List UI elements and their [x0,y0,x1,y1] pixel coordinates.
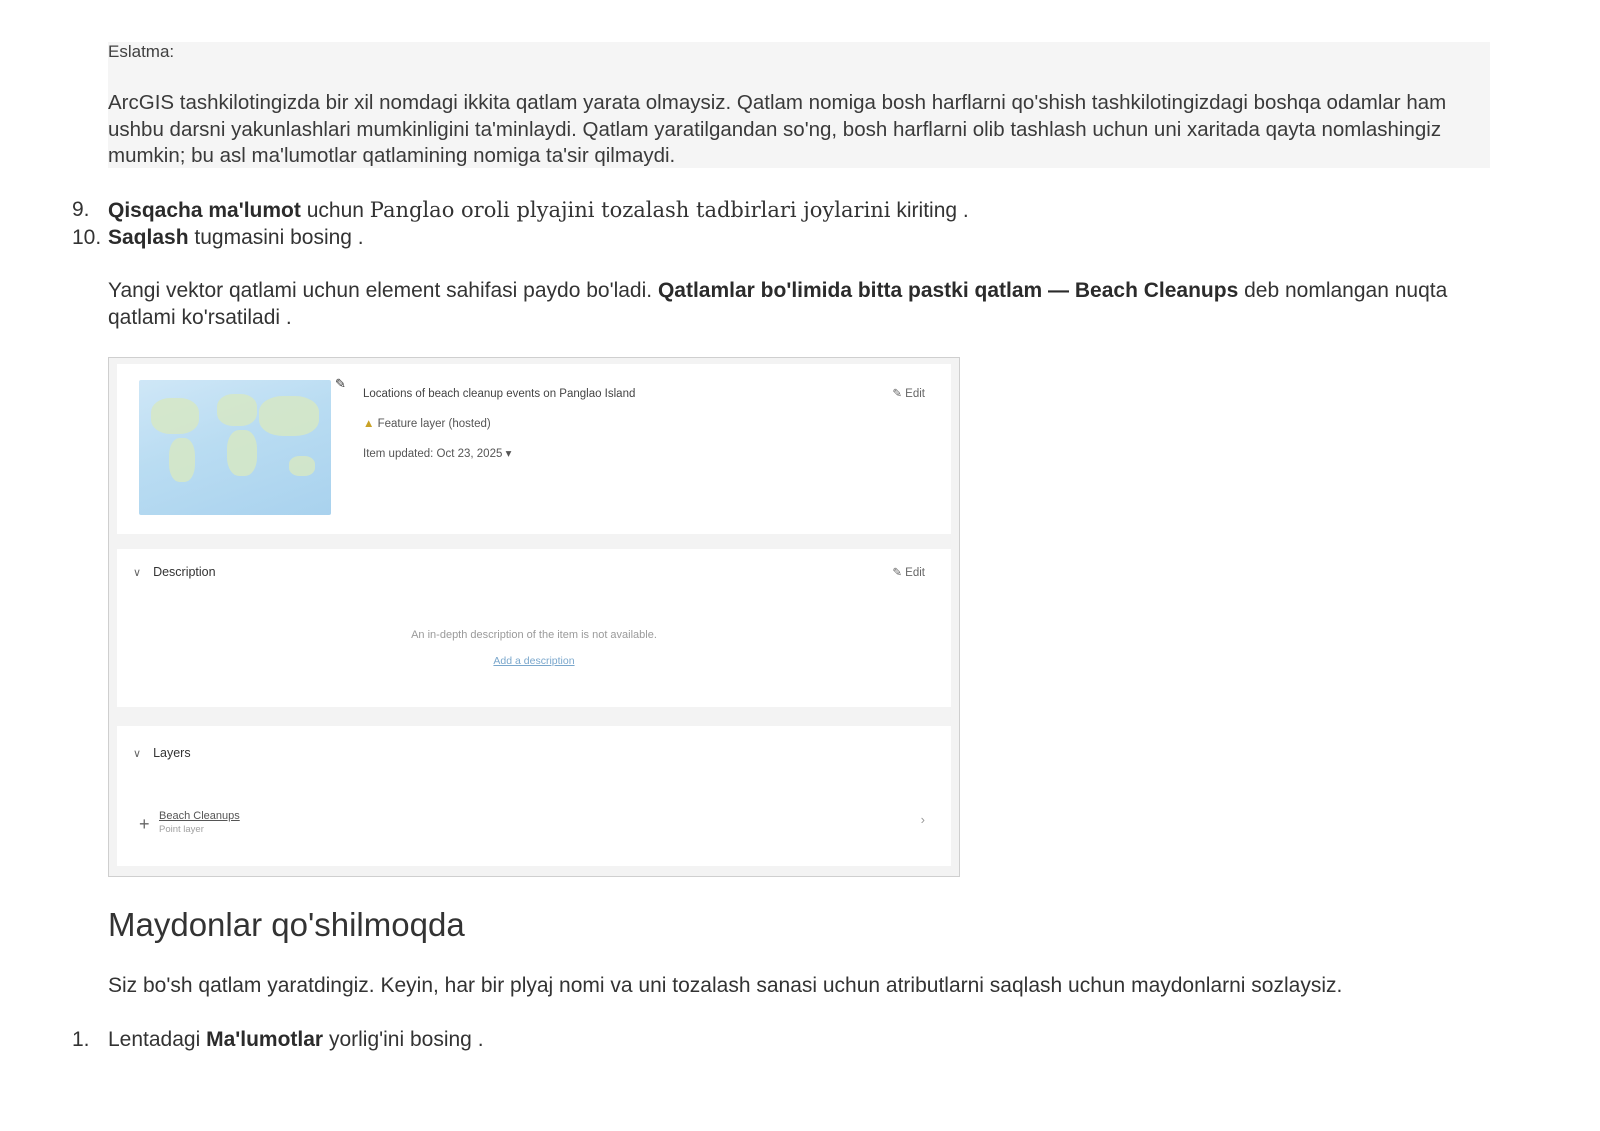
step-number: 9. [72,198,90,221]
note-body: ArcGIS tashkilotingizda bir xil nomdagi ikkita qatlam yarata olmaysiz. Qatlam nomiga bosh harflarni qo'shish tashkilotingizdagi boshqa odamlar ham ushbu darsni yakunlashlari mumkinligini ta'minlaydi. Qatlam yaratilgandan so'ng, bosh harflarni olib tashlash uchun uni xaritada qayta nomlashingiz mumkin; bu asl ma'lumotlar qatlamining nomiga ta'sir qilmaydi. [108,91,1447,167]
result-paragraph: Yangi vektor qatlami uchun element sahifasi paydo bo'ladi. Qatlamlar bo'limida bitta pastki qatlam — Beach Cleanups deb nomlangan nuqta qatlami ko'rsatiladi . [108,279,1448,329]
add-description-link[interactable]: Add a description [493,655,575,667]
caret-down-icon: ▾ [505,448,512,460]
layers-header[interactable]: ∨ Layers [133,746,191,760]
item-page-screenshot [108,357,960,877]
description-empty-text: An in-depth description of the item is not available. [411,629,657,641]
edit-thumbnail-icon[interactable]: ✎ [335,376,346,391]
item-updated[interactable]: Item updated: Oct 23, 2025 ▾ [363,448,512,460]
chevron-down-icon: ∨ [133,748,142,760]
layer-type: Point layer [159,824,204,835]
chevron-down-icon: ∨ [133,567,142,579]
step-number: 1. [72,1028,90,1051]
edit-description-button[interactable]: ✎ Edit [892,567,925,579]
step-bold: Saqlash [108,226,189,249]
section-intro: Siz bo'sh qatlam yaratdingiz. Keyin, har bir plyaj nomi va uni tozalash sanasi uchun atributlarni saqlash uchun maydonlarni sozlaysiz. [108,974,1343,997]
step-text-tail: kiriting . [890,199,969,222]
chevron-right-icon[interactable]: › [920,812,925,827]
map-thumbnail [139,380,331,515]
description-card [117,549,951,707]
para-bold: Qatlamlar bo'limida bitta pastki qatlam — Beach Cleanups [657,279,1239,302]
note-box [108,42,1490,168]
pencil-icon: ✎ [892,567,902,579]
note-title: Eslatma: [108,42,175,61]
layer-name-link[interactable]: Beach Cleanups [159,810,240,822]
description-header[interactable]: ∨ Description [133,565,216,579]
plus-icon[interactable]: + [139,814,150,834]
item-type: ▲ Feature layer (hosted) [363,418,491,430]
step-bold: Qisqacha ma'lumot [108,199,301,222]
layers-card [117,726,951,866]
step-bold: Ma'lumotlar [206,1028,324,1051]
pencil-icon: ✎ [892,388,902,400]
feature-layer-icon: ▲ [363,418,375,430]
item-summary: Locations of beach cleanup events on Panglao Island [363,388,636,400]
edit-summary-button[interactable]: ✎ Edit [892,388,925,400]
step-text-tail: tugmasini bosing . [188,226,364,249]
item-overview-card [117,364,951,534]
section-heading: Maydonlar qo'shilmoqda [108,906,465,943]
summary-value: Panglao oroli plyajini tozalash tadbirlari joylarini [369,198,891,222]
step-number: 10. [72,226,102,249]
step-text: uchun [300,199,370,222]
